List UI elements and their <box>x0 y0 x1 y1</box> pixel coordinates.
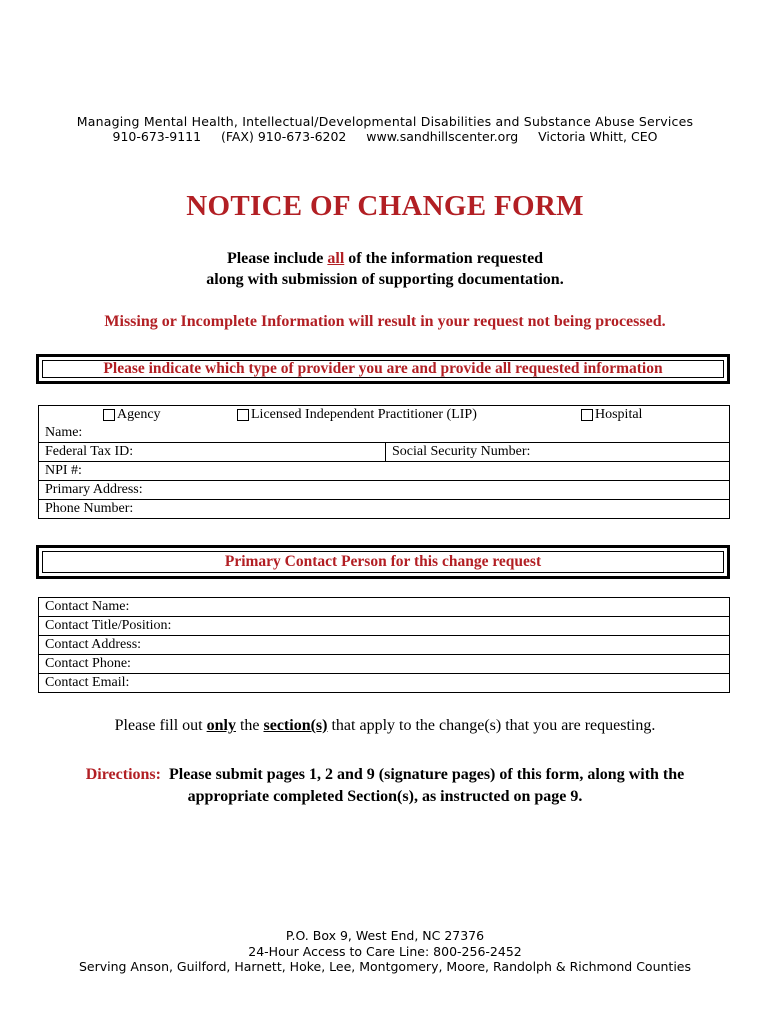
fill-mid: the <box>235 717 264 734</box>
phone-number-label: Phone Number: <box>45 501 134 516</box>
fill-only: only <box>206 717 236 734</box>
form-title: NOTICE OF CHANGE FORM <box>186 190 584 222</box>
footer-access-line: 24-Hour Access to Care Line: 800-256-2452 <box>248 944 522 959</box>
intro-line-2: along with submission of supporting documentation. <box>206 271 564 288</box>
contact-phone-label: Contact Phone: <box>45 656 131 671</box>
header-fax: (FAX) 910-673-6202 <box>220 129 347 144</box>
warning-text: Missing or Incomplete Information will result in your request not being processed. <box>104 313 666 330</box>
intro-line-1 <box>0 250 770 268</box>
fill-pre: Please fill out <box>114 717 207 734</box>
footer-counties: Serving Anson, Guilford, Harnett, Hoke, Lee, Montgomery, Moore, Randolph & Richmond Counties <box>78 959 692 974</box>
tax-id-row <box>39 443 729 462</box>
fill-sections: section(s) <box>263 717 328 734</box>
header-phone: 910-673-9111 <box>112 129 202 144</box>
contact-address-field[interactable] <box>39 636 729 655</box>
npi-label: NPI #: <box>45 463 82 478</box>
fill-instruction <box>0 717 770 735</box>
footer-address: P.O. Box 9, West End, NC 27376 <box>285 928 485 943</box>
header-tagline: Managing Mental Health, Intellectual/Developmental Disabilities and Substance Abuse Services <box>76 114 694 129</box>
provider-section-banner <box>36 354 730 384</box>
agency-label: Agency <box>117 407 161 422</box>
header-website[interactable]: www.sandhillscenter.org <box>366 129 519 144</box>
directions-label: Directions: <box>85 766 161 783</box>
contact-title-label: Contact Title/Position: <box>45 618 172 633</box>
contact-name-label: Contact Name: <box>45 599 130 614</box>
contact-info-table <box>38 597 730 693</box>
header-contact-line <box>0 129 770 144</box>
contact-address-label: Contact Address: <box>45 637 142 652</box>
agency-checkbox[interactable] <box>103 409 115 421</box>
name-label: Name: <box>45 425 83 440</box>
phone-number-field[interactable] <box>39 500 729 518</box>
intro-line-1-pre: Please include <box>226 250 328 267</box>
contact-name-field[interactable] <box>39 598 729 617</box>
fill-post: that apply to the change(s) that you are requesting. <box>327 717 656 734</box>
provider-info-table <box>38 405 730 519</box>
contact-section-banner-text: Primary Contact Person for this change request <box>42 551 724 573</box>
name-field[interactable] <box>39 424 729 443</box>
hospital-label: Hospital <box>595 407 643 422</box>
contact-section-banner <box>36 545 730 579</box>
provider-section-banner-text: Please indicate which type of provider you are and provide all requested information <box>42 360 724 378</box>
npi-field[interactable] <box>39 462 729 481</box>
ssn-label: Social Security Number: <box>392 444 531 459</box>
primary-address-field[interactable] <box>39 481 729 500</box>
intro-line-1-post: of the information requested <box>344 250 544 267</box>
contact-email-label: Contact Email: <box>45 675 130 690</box>
tax-id-label[interactable]: Federal Tax ID: <box>45 444 134 459</box>
directions-line-2: appropriate completed Section(s), as instructed on page 9. <box>187 788 583 805</box>
provider-type-row <box>39 406 729 424</box>
lip-checkbox[interactable] <box>237 409 249 421</box>
primary-address-label: Primary Address: <box>45 482 143 497</box>
contact-title-field[interactable] <box>39 617 729 636</box>
lip-label: Licensed Independent Practitioner (LIP) <box>251 407 477 422</box>
intro-emphasis-all: all <box>327 250 345 267</box>
directions-line-1 <box>0 766 770 784</box>
contact-email-field[interactable] <box>39 674 729 692</box>
header-ceo: Victoria Whitt, CEO <box>538 129 658 144</box>
directions-text-1: Please submit pages 1, 2 and 9 (signature pages) of this form, along with the <box>160 766 685 783</box>
contact-phone-field[interactable] <box>39 655 729 674</box>
hospital-checkbox[interactable] <box>581 409 593 421</box>
ssn-field[interactable] <box>385 443 530 462</box>
